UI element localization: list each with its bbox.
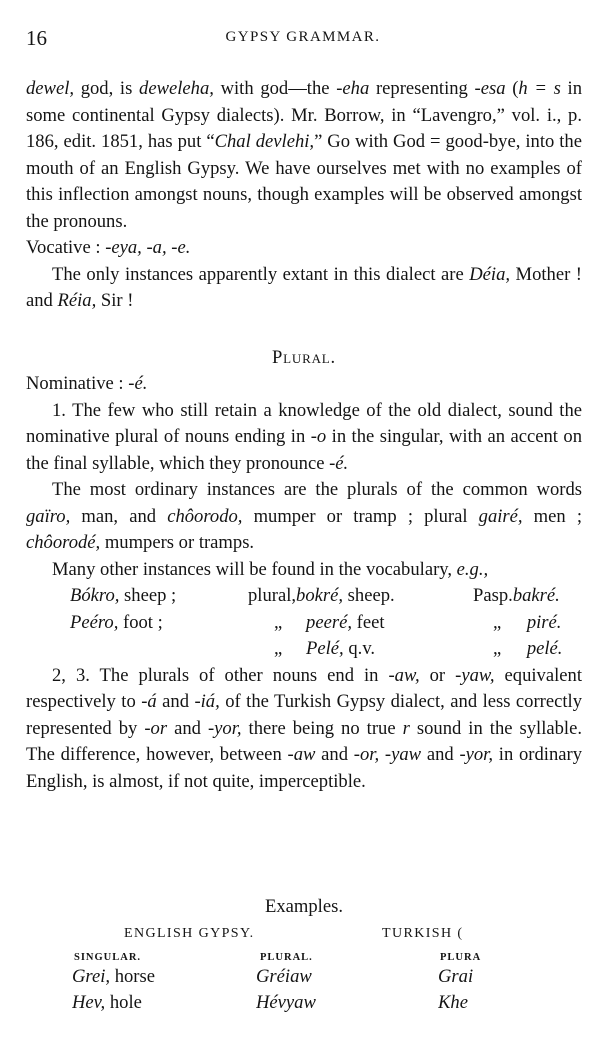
text-run: ” Go with God = good-bye, into the mouth of an English Gypsy. We have ourselves met with no examples of this inflection amongst nouns, though examples will be observed amongst the pronouns.	[26, 131, 582, 232]
gypsy-word: Grei,	[72, 966, 111, 987]
page-body	[26, 76, 582, 795]
gypsy-word: peeré,	[306, 611, 352, 633]
gloss: sheep.	[343, 585, 395, 606]
examples-heading: Examples.	[265, 896, 343, 917]
singular-subheader: SINGULAR.	[74, 952, 142, 963]
suffix: -á	[141, 691, 157, 712]
english-gypsy-header: ENGLISH GYPSY.	[124, 926, 255, 941]
suffix: -yor,	[207, 717, 242, 739]
suffix: -aw	[287, 744, 316, 765]
gypsy-word: deweleha,	[139, 78, 214, 99]
ditto-mark: „	[274, 611, 283, 633]
text-run: in some continental Gypsy dialects). Mr. Borrow, in “Lavengro,” vol. i., p. 186, edit. 1851, has put “	[26, 78, 582, 152]
vocative-line	[26, 235, 582, 262]
gypsy-word: Peéro,	[70, 611, 119, 633]
pasp-cell	[513, 583, 563, 610]
text-run: Sir !	[96, 290, 134, 311]
text-run: Many other instances will be found in the vocabulary,	[52, 558, 457, 580]
pasp-label: Pasp.	[473, 585, 513, 606]
text-run: mumper or tramp ; plural	[242, 505, 479, 527]
text-run: sound in the syllable. The difference, however, between	[26, 717, 582, 765]
gypsy-word: Réia,	[57, 290, 97, 311]
gloss: feet	[351, 611, 385, 633]
gypsy-word: dewel,	[26, 78, 75, 99]
plural-cell	[296, 583, 473, 610]
example-turkish	[438, 966, 486, 988]
gypsy-word: Déia,	[469, 263, 511, 285]
suffix: -aw,	[388, 664, 420, 686]
gypsy-word: gairé,	[478, 505, 523, 527]
plural-mark	[248, 636, 296, 663]
gloss: foot ;	[118, 611, 163, 633]
suffix: -eha	[336, 78, 370, 99]
paragraph-vocative	[26, 262, 582, 315]
suffix: -o	[310, 426, 327, 447]
gypsy-word: Gréiaw	[256, 966, 312, 987]
plural-subheader: PLURAL.	[260, 952, 313, 963]
suffix: -yor,	[459, 744, 494, 765]
gypsy-word: piré.	[526, 611, 562, 633]
abbreviation: e.g.,	[456, 558, 489, 580]
suffix: -yaw,	[455, 664, 495, 686]
table-row	[70, 583, 562, 610]
text-run: man, and	[70, 505, 168, 527]
turkish-header: TURKISH (	[382, 926, 464, 941]
paragraph-1	[26, 398, 582, 478]
example-singular	[72, 966, 155, 988]
suffix: -iá,	[194, 691, 220, 712]
pasp-cell	[513, 610, 563, 637]
example-turkish	[438, 992, 486, 1014]
paragraph-ordinary	[26, 477, 582, 557]
gypsy-word: pelé.	[526, 638, 563, 659]
text-run: representing	[369, 78, 475, 99]
gypsy-word: bakré.	[512, 585, 560, 606]
example-singular	[72, 992, 142, 1014]
text-run: and	[421, 744, 460, 765]
gypsy-word: Hev,	[72, 992, 106, 1013]
text-run: and	[156, 691, 195, 712]
plural-cell	[296, 610, 473, 637]
gypsy-word: Bókro,	[70, 585, 120, 606]
example-plural	[256, 992, 316, 1014]
gypsy-word: Khe	[438, 992, 468, 1013]
singular-cell	[70, 610, 248, 637]
gloss: q.v.	[343, 638, 376, 659]
running-title: GYPSY GRAMMAR.	[225, 29, 381, 45]
gypsy-word: gaïro,	[26, 505, 71, 527]
plural-heading: Plural.	[272, 346, 336, 368]
gypsy-phrase: Chal devlehi,	[214, 131, 315, 152]
page-number: 16	[26, 26, 47, 50]
text-run: there being no true	[241, 717, 403, 739]
case-label: Nominative :	[26, 373, 129, 394]
gypsy-word: chôorodé,	[26, 532, 101, 553]
paragraph-instrumental	[26, 76, 582, 235]
gypsy-word: Grai	[438, 966, 474, 987]
gypsy-word: bokré,	[296, 585, 344, 606]
text-run: in ordinary English, is almost, if not quite, imperceptible.	[26, 744, 583, 792]
gypsy-word: chôorodo,	[167, 505, 243, 527]
ditto-mark: „	[493, 611, 502, 633]
pasp-label	[473, 636, 513, 663]
gloss: sheep ;	[119, 585, 177, 606]
letter-equation: h = s	[518, 78, 561, 99]
example-plural	[256, 966, 312, 988]
case-label: Vocative :	[26, 237, 106, 258]
text-run: The most ordinary instances are the plurals of the common words	[52, 479, 582, 500]
text-run: and	[315, 744, 354, 765]
ditto-mark: „	[493, 638, 502, 659]
gloss: horse	[110, 966, 155, 987]
text-run: equivalent respectively to	[26, 664, 582, 712]
suffix: -yaw	[384, 744, 422, 765]
case-ending: -é.	[128, 373, 148, 394]
vocabulary-table	[70, 583, 562, 663]
table-row	[70, 636, 562, 663]
suffix: -esa	[474, 78, 506, 99]
paragraph-many	[26, 557, 582, 584]
text-run: of the Turkish Gypsy dialect, and less correctly represented by	[26, 691, 582, 739]
text-run: 2, 3. The plurals of other nouns end in	[52, 664, 389, 686]
spacer	[26, 315, 582, 345]
examples-table	[0, 926, 606, 1026]
text-run: god, is	[74, 78, 140, 99]
text-run: (	[505, 78, 519, 99]
letter: r	[402, 717, 410, 739]
text-run: mumpers or tramps.	[100, 532, 255, 553]
text-run: men ;	[522, 505, 583, 527]
text-run: in the singular, with an accent on the final syllable, which they pronounce	[26, 426, 582, 474]
gypsy-word: Pelé,	[306, 638, 344, 659]
singular-cell	[70, 636, 248, 663]
pasp-label	[473, 610, 513, 637]
plural-cell	[296, 636, 473, 663]
text-run: and	[167, 717, 208, 739]
page-header	[26, 26, 580, 52]
text-run: 1. The few who still retain a knowledge of the old dialect, sound the nominative plural of nouns ending in	[26, 399, 582, 447]
plural-mark	[248, 610, 296, 637]
gloss: hole	[105, 992, 142, 1013]
nominative-line	[26, 371, 582, 398]
text-run: The only instances apparently extant in this dialect are	[52, 263, 470, 285]
gypsy-word: Hévyaw	[256, 992, 316, 1013]
table-row	[70, 610, 562, 637]
text-run: Mother ! and	[26, 263, 582, 311]
plural-mark: plural,	[248, 585, 297, 606]
text-run: with god—the	[213, 78, 337, 99]
turkish-plural-subheader: PLURA	[440, 952, 482, 963]
suffix: -or	[144, 717, 168, 739]
pasp-cell	[513, 636, 563, 663]
suffix: -é.	[329, 452, 349, 474]
suffix: -or,	[353, 744, 380, 765]
case-endings: -eya, -a, -e.	[105, 237, 191, 258]
text-run: or	[419, 664, 456, 686]
paragraph-2-3	[26, 663, 582, 796]
ditto-mark: „	[274, 638, 283, 659]
singular-cell	[70, 583, 248, 610]
